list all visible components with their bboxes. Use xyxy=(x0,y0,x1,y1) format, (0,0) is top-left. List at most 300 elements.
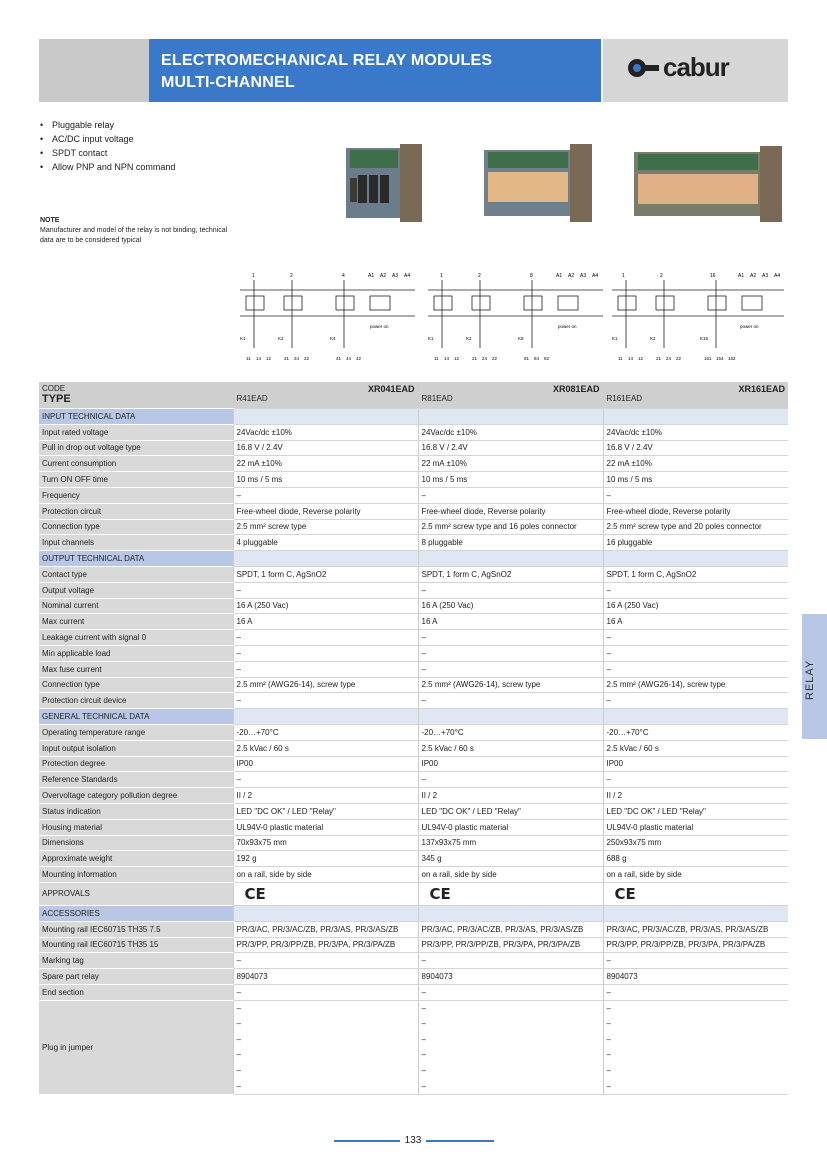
row-value: PR/3/PP, PR/3/PP/ZB, PR/3/PA, PR/3/PA/ZB xyxy=(418,937,603,953)
diagram-bottom-label: 22 xyxy=(304,356,310,361)
row-value: – xyxy=(603,661,788,677)
row-label: Turn ON OFF time xyxy=(39,472,233,488)
section-title: INPUT TECHNICAL DATA xyxy=(39,409,233,425)
diagram-bottom-label: 21 xyxy=(656,356,662,361)
row-label: Pull in drop out voltage type xyxy=(39,440,233,456)
row-value: 24Vac/dc ±10% xyxy=(418,424,603,440)
plugin-jumper-item: – xyxy=(606,1034,611,1044)
diagram-top-label: A2 xyxy=(750,273,757,279)
row-value: – xyxy=(418,582,603,598)
row-value: 8904073 xyxy=(603,969,788,985)
table-row xyxy=(39,566,788,582)
row-value: 2.5 mm² (AWG26-14), screw type xyxy=(418,677,603,693)
row-value: 10 ms / 5 ms xyxy=(418,472,603,488)
diagram-top-label: 2 xyxy=(290,273,293,279)
diagram-top-label: A4 xyxy=(592,273,599,279)
table-row xyxy=(39,756,788,772)
product-photo-16ch xyxy=(628,140,788,230)
plugin-jumper-item: – xyxy=(236,1050,241,1060)
row-value: 8904073 xyxy=(418,969,603,985)
diagram-top-label: A3 xyxy=(762,273,769,279)
row-label: Connection type xyxy=(39,519,233,535)
code-label: CODE xyxy=(42,384,66,393)
diagram-top-label: 1 xyxy=(622,273,625,279)
product-photo-4ch xyxy=(338,140,428,230)
row-label: Operating temperature range xyxy=(39,724,233,740)
row-value: -20…+70°C xyxy=(603,724,788,740)
diagram-top-label: A2 xyxy=(568,273,575,279)
product-column-header xyxy=(418,382,603,409)
diagram-top-label: A1 xyxy=(368,273,375,279)
diagram-bottom-label: 161 xyxy=(704,356,712,361)
diagram-power-label: power on xyxy=(740,324,759,329)
section-spacer xyxy=(233,709,418,725)
diagram-top-label: A4 xyxy=(404,273,411,279)
diagram-top-label: 4 xyxy=(342,273,345,279)
diagram-top-label: A4 xyxy=(774,273,781,279)
plugin-jumper-item: – xyxy=(421,1081,426,1091)
row-label: Min applicable load xyxy=(39,645,233,661)
row-label: Nominal current xyxy=(39,598,233,614)
row-value: 8904073 xyxy=(233,969,418,985)
diagram-bottom-label: 41 xyxy=(336,356,342,361)
row-value: 22 mA ±10% xyxy=(233,456,418,472)
row-value: -20…+70°C xyxy=(418,724,603,740)
row-value: 10 ms / 5 ms xyxy=(603,472,788,488)
row-value: – xyxy=(603,693,788,709)
row-value: 70x93x75 mm xyxy=(233,835,418,851)
plugin-jumper-item: – xyxy=(421,1034,426,1044)
table-row xyxy=(39,819,788,835)
table-row xyxy=(39,630,788,646)
row-value: – xyxy=(233,630,418,646)
row-value: 16 A (250 Vac) xyxy=(418,598,603,614)
approval-cell xyxy=(233,882,418,905)
plugin-jumper-item: – xyxy=(421,1003,426,1013)
row-value: 2.5 kVac / 60 s xyxy=(233,740,418,756)
row-value: 2.5 mm² (AWG26-14), screw type xyxy=(233,677,418,693)
table-row xyxy=(39,803,788,819)
row-value: 4 pluggable xyxy=(233,535,418,551)
row-label: Protection degree xyxy=(39,756,233,772)
row-value: UL94V-0 plastic material xyxy=(233,819,418,835)
feature-item: • Pluggable relay xyxy=(40,118,175,132)
row-value: – xyxy=(233,487,418,503)
diagram-power-label: power on xyxy=(558,324,577,329)
row-value: – xyxy=(418,772,603,788)
row-value: – xyxy=(233,693,418,709)
row-value: – xyxy=(603,487,788,503)
diagram-bottom-label: 21 xyxy=(472,356,478,361)
section-spacer xyxy=(233,551,418,567)
diagram-top-label: 1 xyxy=(252,273,255,279)
row-value: LED "DC OK" / LED "Relay" xyxy=(603,803,788,819)
cabur-logo-icon xyxy=(627,58,661,78)
row-label: Contact type xyxy=(39,566,233,582)
diagram-bottom-label: 11 xyxy=(618,356,623,361)
table-row xyxy=(39,535,788,551)
row-label: Output voltage xyxy=(39,582,233,598)
row-label: Frequency xyxy=(39,487,233,503)
diagram-bottom-label: 24 xyxy=(666,356,672,361)
row-value: 10 ms / 5 ms xyxy=(233,472,418,488)
diagram-relay-tag: K4 xyxy=(330,336,336,341)
table-row xyxy=(39,440,788,456)
section-spacer xyxy=(418,409,603,425)
table-header-row xyxy=(39,382,788,409)
table-row xyxy=(39,472,788,488)
section-header-row xyxy=(39,709,788,725)
row-value: PR/3/AC, PR/3/AC/ZB, PR/3/AS, PR/3/AS/ZB xyxy=(233,921,418,937)
diagram-bottom-label: 22 xyxy=(676,356,682,361)
ce-mark-icon: CE xyxy=(429,884,451,903)
diagram-relay-tag: K1 xyxy=(612,336,618,341)
row-label: Overvoltage category pollution degree xyxy=(39,788,233,804)
row-value: 2.5 mm² screw type and 16 poles connector xyxy=(418,519,603,535)
row-value: – xyxy=(603,772,788,788)
row-value: 250x93x75 mm xyxy=(603,835,788,851)
plugin-jumper-item: – xyxy=(606,1019,611,1029)
plugin-jumper-item: – xyxy=(236,1081,241,1091)
header-grey-block xyxy=(39,39,149,102)
row-label: Dimensions xyxy=(39,835,233,851)
table-row xyxy=(39,503,788,519)
row-value: Free-wheel diode, Reverse polarity xyxy=(418,503,603,519)
title-line-2: MULTI-CHANNEL xyxy=(161,74,295,91)
row-value: – xyxy=(418,953,603,969)
table-row xyxy=(39,788,788,804)
diagram-bottom-label: 24 xyxy=(482,356,488,361)
row-value: – xyxy=(233,953,418,969)
page-number: 133 xyxy=(400,1134,426,1148)
table-row xyxy=(39,724,788,740)
row-value: -20…+70°C xyxy=(233,724,418,740)
diagram-top-label: 2 xyxy=(478,273,481,279)
row-value: PR/3/AC, PR/3/AC/ZB, PR/3/AS, PR/3/AS/ZB xyxy=(418,921,603,937)
row-value: 137x93x75 mm xyxy=(418,835,603,851)
row-label: Approximate weight xyxy=(39,851,233,867)
approval-cell xyxy=(603,882,788,905)
spec-table xyxy=(39,382,788,1095)
feature-list xyxy=(40,118,175,174)
row-value: – xyxy=(603,984,788,1000)
row-value: 24Vac/dc ±10% xyxy=(603,424,788,440)
product-type: R81EAD xyxy=(421,394,453,403)
row-value: 8 pluggable xyxy=(418,535,603,551)
diagram-top-label: A1 xyxy=(738,273,745,279)
plugin-jumper-item: – xyxy=(606,1081,611,1091)
diagram-bottom-label: 84 xyxy=(534,356,540,361)
feature-item: • Allow PNP and NPN command xyxy=(40,160,175,174)
row-value: – xyxy=(603,630,788,646)
row-label: Protection circuit xyxy=(39,503,233,519)
row-value: II / 2 xyxy=(418,788,603,804)
section-spacer xyxy=(418,905,603,921)
row-value: 24Vac/dc ±10% xyxy=(233,424,418,440)
plugin-jumper-item: – xyxy=(236,1003,241,1013)
plugin-jumper-item: – xyxy=(421,1066,426,1076)
diagram-bottom-label: 12 xyxy=(638,356,644,361)
row-label: Protection circuit device xyxy=(39,693,233,709)
table-row xyxy=(39,937,788,953)
row-value: – xyxy=(233,645,418,661)
row-value: 192 g xyxy=(233,851,418,867)
row-label: Mounting rail IEC60715 TH35 7.5 xyxy=(39,921,233,937)
row-value: UL94V-0 plastic material xyxy=(603,819,788,835)
row-value: – xyxy=(233,661,418,677)
row-value: – xyxy=(418,645,603,661)
table-row xyxy=(39,598,788,614)
wiring-diagram-4ch xyxy=(240,268,420,363)
row-value: 16.8 V / 2.4V xyxy=(418,440,603,456)
row-value: – xyxy=(418,630,603,646)
row-value: – xyxy=(233,984,418,1000)
row-value: LED "DC OK" / LED "Relay" xyxy=(233,803,418,819)
section-title: OUTPUT TECHNICAL DATA xyxy=(39,551,233,567)
side-tab-label: RELAY xyxy=(804,659,816,700)
table-row xyxy=(39,969,788,985)
table-row xyxy=(39,677,788,693)
plugin-jumper-item: – xyxy=(236,1034,241,1044)
table-row xyxy=(39,661,788,677)
row-value: IP00 xyxy=(233,756,418,772)
row-value: 16 A xyxy=(603,614,788,630)
plugin-jumper-item: – xyxy=(236,1019,241,1029)
table-row xyxy=(39,645,788,661)
row-label: Housing material xyxy=(39,819,233,835)
diagram-bottom-label: 81 xyxy=(524,356,530,361)
section-spacer xyxy=(233,905,418,921)
diagram-top-label: A1 xyxy=(556,273,563,279)
approvals-row xyxy=(39,882,788,905)
row-value: on a rail, side by side xyxy=(603,867,788,883)
diagram-relay-tag: K2 xyxy=(466,336,472,341)
table-row xyxy=(39,519,788,535)
row-value: – xyxy=(233,582,418,598)
section-header-row xyxy=(39,409,788,425)
row-value: Free-wheel diode, Reverse polarity xyxy=(233,503,418,519)
plugin-jumper-item: – xyxy=(606,1003,611,1013)
row-value: – xyxy=(418,487,603,503)
row-value: SPDT, 1 form C, AgSnO2 xyxy=(418,566,603,582)
plugin-jumper-item: – xyxy=(606,1066,611,1076)
row-value: 16 A (250 Vac) xyxy=(603,598,788,614)
row-value: 16 pluggable xyxy=(603,535,788,551)
table-row xyxy=(39,487,788,503)
row-value: IP00 xyxy=(603,756,788,772)
approvals-label: APPROVALS xyxy=(39,882,233,905)
diagram-relay-tag: K16 xyxy=(700,336,709,341)
diagram-bottom-label: 22 xyxy=(492,356,498,361)
row-value: 16.8 V / 2.4V xyxy=(603,440,788,456)
diagram-top-label: A3 xyxy=(392,273,399,279)
feature-item: • AC/DC input voltage xyxy=(40,132,175,146)
table-row xyxy=(39,835,788,851)
product-code: XR081EAD xyxy=(552,384,600,394)
diagram-bottom-label: 21 xyxy=(284,356,290,361)
row-value: – xyxy=(418,661,603,677)
row-label: Spare part relay xyxy=(39,969,233,985)
row-value: 16 A (250 Vac) xyxy=(233,598,418,614)
table-row xyxy=(39,984,788,1000)
section-spacer xyxy=(233,409,418,425)
row-value: on a rail, side by side xyxy=(418,867,603,883)
section-spacer xyxy=(603,551,788,567)
row-value: 2.5 kVac / 60 s xyxy=(418,740,603,756)
diagram-relay-tag: K8 xyxy=(518,336,524,341)
table-row xyxy=(39,614,788,630)
diagram-relay-tag: K1 xyxy=(428,336,434,341)
row-value: – xyxy=(603,582,788,598)
note-block xyxy=(40,216,240,246)
row-value: PR/3/AC, PR/3/AC/ZB, PR/3/AS, PR/3/AS/ZB xyxy=(603,921,788,937)
diagram-relay-tag: K1 xyxy=(240,336,246,341)
plugin-jumper-item: – xyxy=(236,1066,241,1076)
row-label: Max current xyxy=(39,614,233,630)
row-value: 2.5 mm² (AWG26-14), screw type xyxy=(603,677,788,693)
diagram-top-label: 2 xyxy=(660,273,663,279)
row-value: – xyxy=(603,953,788,969)
diagram-bottom-label: 164 xyxy=(716,356,724,361)
section-spacer xyxy=(603,709,788,725)
diagram-bottom-label: 12 xyxy=(266,356,272,361)
product-type: R161EAD xyxy=(606,394,643,403)
row-value: 345 g xyxy=(418,851,603,867)
section-spacer xyxy=(418,551,603,567)
row-label: Current consumption xyxy=(39,456,233,472)
row-label: Max fuse current xyxy=(39,661,233,677)
note-text: Manufacturer and model of the relay is not binding, technical data are to be considered typical xyxy=(40,227,228,244)
table-row xyxy=(39,867,788,883)
row-value: 22 mA ±10% xyxy=(603,456,788,472)
diagram-bottom-label: 82 xyxy=(544,356,550,361)
code-type-header xyxy=(39,382,233,409)
diagram-bottom-label: 12 xyxy=(454,356,460,361)
table-row xyxy=(39,456,788,472)
row-label: Input channels xyxy=(39,535,233,551)
section-title: ACCESSORIES xyxy=(39,905,233,921)
diagram-relay-tag: K2 xyxy=(650,336,656,341)
row-value: UL94V-0 plastic material xyxy=(418,819,603,835)
row-value: 22 mA ±10% xyxy=(418,456,603,472)
row-label: Leakage current with signal 0 xyxy=(39,630,233,646)
plugin-jumper-item: – xyxy=(606,1050,611,1060)
section-spacer xyxy=(603,409,788,425)
diagram-bottom-label: 11 xyxy=(434,356,439,361)
row-value: – xyxy=(233,772,418,788)
row-value: SPDT, 1 form C, AgSnO2 xyxy=(603,566,788,582)
table-row xyxy=(39,921,788,937)
row-value: 16 A xyxy=(233,614,418,630)
ce-mark-icon: CE xyxy=(614,884,636,903)
section-spacer xyxy=(603,905,788,921)
wiring-diagram-8ch xyxy=(428,268,608,363)
row-label: Mounting information xyxy=(39,867,233,883)
diagram-top-label: A2 xyxy=(380,273,387,279)
diagram-bottom-label: 14 xyxy=(256,356,262,361)
row-value: SPDT, 1 form C, AgSnO2 xyxy=(233,566,418,582)
table-row xyxy=(39,851,788,867)
plugin-jumper-item: – xyxy=(421,1019,426,1029)
product-type: R41EAD xyxy=(236,394,268,403)
row-label: Plug in jumper xyxy=(39,1000,233,1095)
row-value: 16.8 V / 2.4V xyxy=(233,440,418,456)
page-title xyxy=(161,50,492,94)
row-value: 16 A xyxy=(418,614,603,630)
approval-cell xyxy=(418,882,603,905)
row-value: PR/3/PP, PR/3/PP/ZB, PR/3/PA, PR/3/PA/ZB xyxy=(233,937,418,953)
row-value: IP00 xyxy=(418,756,603,772)
plugin-jumper-values xyxy=(233,1000,418,1095)
diagram-bottom-label: 24 xyxy=(294,356,300,361)
section-header-row xyxy=(39,551,788,567)
diagram-bottom-label: 14 xyxy=(444,356,450,361)
row-value: 688 g xyxy=(603,851,788,867)
diagram-bottom-label: 162 xyxy=(728,356,736,361)
row-value: on a rail, side by side xyxy=(233,867,418,883)
row-value: LED "DC OK" / LED "Relay" xyxy=(418,803,603,819)
diagram-top-label: 8 xyxy=(530,273,533,279)
note-title: NOTE xyxy=(40,217,60,224)
diagram-top-label: A3 xyxy=(580,273,587,279)
diagram-bottom-label: 11 xyxy=(246,356,251,361)
table-row xyxy=(39,740,788,756)
table-row xyxy=(39,424,788,440)
diagram-bottom-label: 14 xyxy=(628,356,634,361)
table-row xyxy=(39,953,788,969)
section-title: GENERAL TECHNICAL DATA xyxy=(39,709,233,725)
product-photo-8ch xyxy=(478,140,598,230)
type-label: TYPE xyxy=(42,393,71,405)
feature-item: • SPDT contact xyxy=(40,146,175,160)
product-code: XR161EAD xyxy=(738,384,785,394)
wiring-diagram-16ch xyxy=(612,268,792,363)
row-value: 2.5 kVac / 60 s xyxy=(603,740,788,756)
diagram-top-label: 16 xyxy=(710,273,716,279)
table-row xyxy=(39,772,788,788)
plugin-jumper-values xyxy=(603,1000,788,1095)
diagram-power-label: power on xyxy=(370,324,389,329)
row-label: Input rated voltage xyxy=(39,424,233,440)
plugin-jumper-row xyxy=(39,1000,788,1095)
row-value: – xyxy=(418,984,603,1000)
row-value: – xyxy=(418,693,603,709)
row-label: Mounting rail IEC60715 TH35 15 xyxy=(39,937,233,953)
row-value: 2.5 mm² screw type and 20 poles connector xyxy=(603,519,788,535)
row-label: End section xyxy=(39,984,233,1000)
section-header-row xyxy=(39,905,788,921)
row-label: Marking tag xyxy=(39,953,233,969)
table-row xyxy=(39,693,788,709)
diagram-bottom-label: 42 xyxy=(356,356,362,361)
diagram-bottom-label: 44 xyxy=(346,356,352,361)
diagram-relay-tag: K2 xyxy=(278,336,284,341)
logo-text: cabur xyxy=(663,52,729,82)
product-column-header xyxy=(233,382,418,409)
section-spacer xyxy=(418,709,603,725)
row-label: Connection type xyxy=(39,677,233,693)
diagram-top-label: 1 xyxy=(440,273,443,279)
row-value: PR/3/PP, PR/3/PP/ZB, PR/3/PA, PR/3/PA/ZB xyxy=(603,937,788,953)
plugin-jumper-values xyxy=(418,1000,603,1095)
row-value: II / 2 xyxy=(603,788,788,804)
row-value: Free-wheel diode, Reverse polarity xyxy=(603,503,788,519)
product-column-header xyxy=(603,382,788,409)
plugin-jumper-item: – xyxy=(421,1050,426,1060)
row-value: – xyxy=(603,645,788,661)
row-value: 2.5 mm² screw type xyxy=(233,519,418,535)
row-value: II / 2 xyxy=(233,788,418,804)
